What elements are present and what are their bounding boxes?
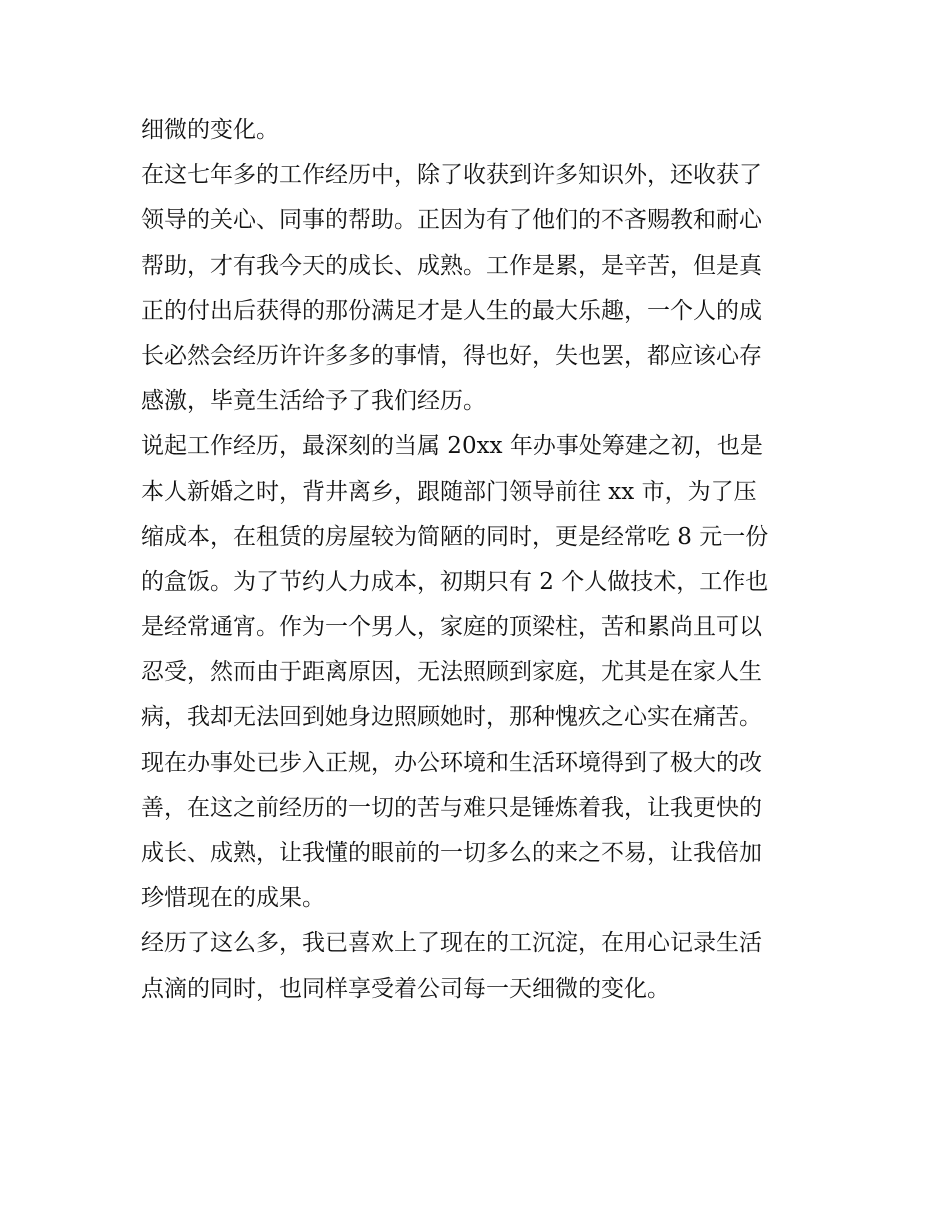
text-line: 现在办事处已步入正规，办公环境和生活环境得到了极大的改 (141, 749, 762, 776)
text-line: 成长、成熟，让我懂的眼前的一切多么的来之不易，让我倍加 (141, 840, 762, 866)
text-line: 帮助，才有我今天的成长、成熟。工作是累，是辛苦，但是真 (141, 252, 762, 279)
text-line: 病，我却无法回到她身边照顾她时，那种愧疚之心实在痛苦。 (141, 704, 762, 731)
text-line: 说起工作经历，最深刻的当属 20xx 年办事处筹建之初，也是 (141, 433, 763, 460)
body-text (141, 108, 821, 1012)
text-line: 细微的变化。 (141, 117, 279, 143)
text-line: 领导的关心、同事的帮助。正因为有了他们的不吝赐教和耐心 (141, 207, 762, 234)
text-line: 是经常通宵。作为一个男人，家庭的顶梁柱，苦和累尚且可以 (141, 614, 762, 641)
text-line: 善，在这之前经历的一切的苦与难只是锤炼着我，让我更快的 (141, 794, 762, 821)
text-line: 缩成本，在租赁的房屋较为简陋的同时，更是经常吃 8 元一份 (141, 523, 769, 550)
text-line: 忍受，然而由于距离原因，无法照顾到家庭，尤其是在家人生 (141, 659, 762, 686)
text-line: 正的付出后获得的那份满足才是人生的最大乐趣，一个人的成 (141, 297, 762, 324)
text-line: 在这七年多的工作经历中，除了收获到许多知识外，还收获了 (141, 162, 762, 189)
text-line: 长必然会经历许许多多的事情，得也好，失也罢，都应该心存 (141, 342, 762, 369)
text-line: 感激，毕竟生活给予了我们经历。 (141, 388, 486, 415)
text-line: 点滴的同时，也同样享受着公司每一天细微的变化。 (141, 975, 670, 1002)
text-line: 珍惜现在的成果。 (141, 885, 325, 912)
text-line: 经历了这么多，我已喜欢上了现在的工沉淀，在用心记录生活 (141, 930, 762, 957)
text-line: 的盒饭。为了节约人力成本，初期只有 2 个人做技术，工作也 (141, 568, 769, 595)
text-line: 本人新婚之时，背井离乡，跟随部门领导前往 xx 市，为了压 (141, 478, 757, 505)
